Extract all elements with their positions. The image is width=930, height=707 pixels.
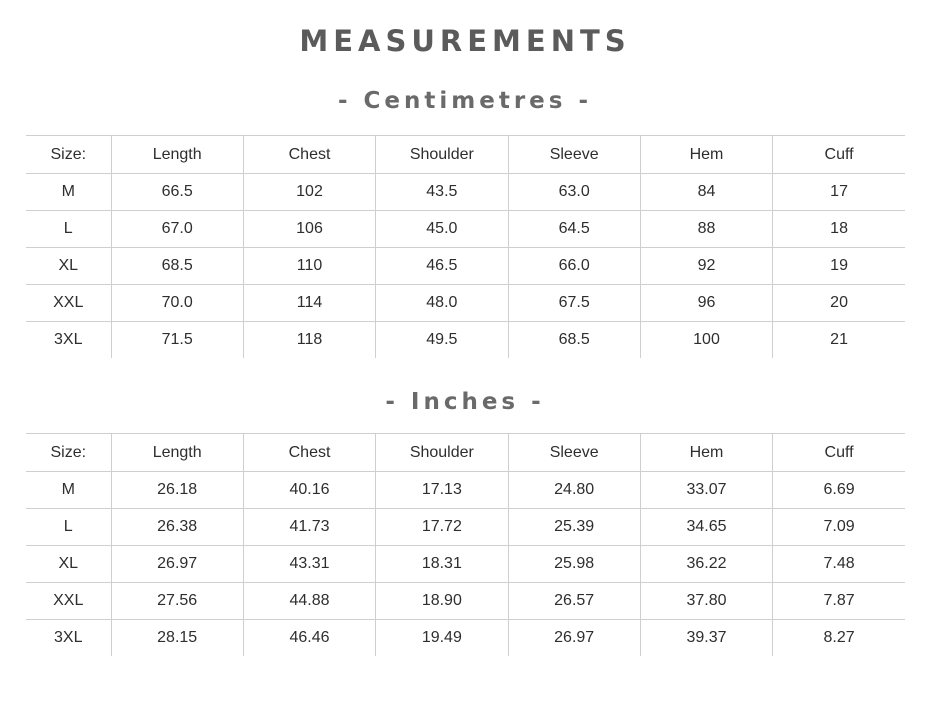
section-title-inches: - Inches - bbox=[385, 389, 545, 415]
size-cell: XL bbox=[26, 546, 111, 583]
chest-cell: 41.73 bbox=[243, 509, 375, 546]
column-header-shoulder: Shoulder bbox=[376, 434, 508, 472]
chest-cell: 44.88 bbox=[243, 583, 375, 620]
column-header-hem: Hem bbox=[640, 434, 772, 472]
column-header-cuff: Cuff bbox=[773, 136, 905, 174]
shoulder-cell: 18.90 bbox=[376, 583, 508, 620]
sleeve-cell: 64.5 bbox=[508, 211, 640, 248]
table-row bbox=[26, 472, 905, 509]
centimetres-size-table bbox=[26, 135, 905, 358]
chest-cell: 106 bbox=[243, 211, 375, 248]
chest-cell: 43.31 bbox=[243, 546, 375, 583]
table-row bbox=[26, 248, 905, 285]
column-header-chest: Chest bbox=[243, 136, 375, 174]
cuff-cell: 21 bbox=[773, 322, 905, 359]
cuff-cell: 7.87 bbox=[773, 583, 905, 620]
column-header-sleeve: Sleeve bbox=[508, 136, 640, 174]
shoulder-cell: 48.0 bbox=[376, 285, 508, 322]
length-cell: 26.97 bbox=[111, 546, 243, 583]
page-title: MEASUREMENTS bbox=[299, 24, 631, 58]
length-cell: 68.5 bbox=[111, 248, 243, 285]
table-row bbox=[26, 285, 905, 322]
column-header-cuff: Cuff bbox=[773, 434, 905, 472]
table-header-row bbox=[26, 136, 905, 174]
shoulder-cell: 19.49 bbox=[376, 620, 508, 657]
cuff-cell: 17 bbox=[773, 174, 905, 211]
chest-cell: 46.46 bbox=[243, 620, 375, 657]
hem-cell: 39.37 bbox=[640, 620, 772, 657]
size-cell: 3XL bbox=[26, 322, 111, 359]
chest-cell: 114 bbox=[243, 285, 375, 322]
chest-cell: 118 bbox=[243, 322, 375, 359]
cuff-cell: 19 bbox=[773, 248, 905, 285]
cuff-cell: 20 bbox=[773, 285, 905, 322]
shoulder-cell: 18.31 bbox=[376, 546, 508, 583]
size-cell: XL bbox=[26, 248, 111, 285]
shoulder-cell: 46.5 bbox=[376, 248, 508, 285]
hem-cell: 37.80 bbox=[640, 583, 772, 620]
hem-cell: 88 bbox=[640, 211, 772, 248]
length-cell: 70.0 bbox=[111, 285, 243, 322]
table-row bbox=[26, 322, 905, 359]
size-cell: M bbox=[61, 183, 75, 200]
size-cell: XXL bbox=[26, 285, 111, 322]
hem-cell: 100 bbox=[640, 322, 772, 359]
shoulder-cell: 43.5 bbox=[376, 174, 508, 211]
table-row bbox=[26, 211, 905, 248]
sleeve-cell: 66.0 bbox=[508, 248, 640, 285]
chest-cell: 110 bbox=[243, 248, 375, 285]
cuff-cell: 8.27 bbox=[773, 620, 905, 657]
shoulder-cell: 17.13 bbox=[376, 472, 508, 509]
size-cell: L bbox=[26, 211, 111, 248]
hem-cell: 33.07 bbox=[640, 472, 772, 509]
cuff-cell: 7.48 bbox=[773, 546, 905, 583]
hem-cell: 34.65 bbox=[640, 509, 772, 546]
shoulder-cell: 17.72 bbox=[376, 509, 508, 546]
cuff-cell: 6.69 bbox=[773, 472, 905, 509]
length-cell: 26.18 bbox=[111, 472, 243, 509]
length-cell: 71.5 bbox=[111, 322, 243, 359]
hem-cell: 96 bbox=[640, 285, 772, 322]
size-cell: XXL bbox=[26, 583, 111, 620]
column-header-sleeve: Sleeve bbox=[508, 434, 640, 472]
length-cell: 28.15 bbox=[111, 620, 243, 657]
column-header-size: Size: bbox=[26, 434, 111, 472]
column-header-chest: Chest bbox=[243, 434, 375, 472]
table-row bbox=[26, 509, 905, 546]
table-row bbox=[26, 174, 905, 211]
column-header-length: Length bbox=[111, 136, 243, 174]
size-cell: M bbox=[61, 481, 75, 498]
chest-cell: 40.16 bbox=[243, 472, 375, 509]
table-header-row bbox=[26, 434, 905, 472]
size-cell: L bbox=[26, 509, 111, 546]
sleeve-cell: 63.0 bbox=[508, 174, 640, 211]
shoulder-cell: 45.0 bbox=[376, 211, 508, 248]
inches-size-table bbox=[26, 433, 905, 656]
hem-cell: 84 bbox=[640, 174, 772, 211]
sleeve-cell: 25.98 bbox=[508, 546, 640, 583]
sleeve-cell: 25.39 bbox=[508, 509, 640, 546]
column-header-size: Size: bbox=[26, 136, 111, 174]
table-row bbox=[26, 620, 905, 657]
column-header-hem: Hem bbox=[640, 136, 772, 174]
cuff-cell: 7.09 bbox=[773, 509, 905, 546]
table-row bbox=[26, 583, 905, 620]
size-cell: 3XL bbox=[26, 620, 111, 657]
sleeve-cell: 67.5 bbox=[508, 285, 640, 322]
sleeve-cell: 26.57 bbox=[508, 583, 640, 620]
shoulder-cell: 49.5 bbox=[376, 322, 508, 359]
length-cell: 67.0 bbox=[111, 211, 243, 248]
length-cell: 27.56 bbox=[111, 583, 243, 620]
column-header-shoulder: Shoulder bbox=[376, 136, 508, 174]
hem-cell: 92 bbox=[640, 248, 772, 285]
chest-cell: 102 bbox=[243, 174, 375, 211]
sleeve-cell: 26.97 bbox=[508, 620, 640, 657]
section-title-centimetres: - Centimetres - bbox=[337, 88, 593, 114]
length-cell: 26.38 bbox=[111, 509, 243, 546]
length-cell: 66.5 bbox=[111, 174, 243, 211]
cuff-cell: 18 bbox=[773, 211, 905, 248]
table-row bbox=[26, 546, 905, 583]
column-header-length: Length bbox=[111, 434, 243, 472]
sleeve-cell: 68.5 bbox=[508, 322, 640, 359]
hem-cell: 36.22 bbox=[640, 546, 772, 583]
sleeve-cell: 24.80 bbox=[508, 472, 640, 509]
